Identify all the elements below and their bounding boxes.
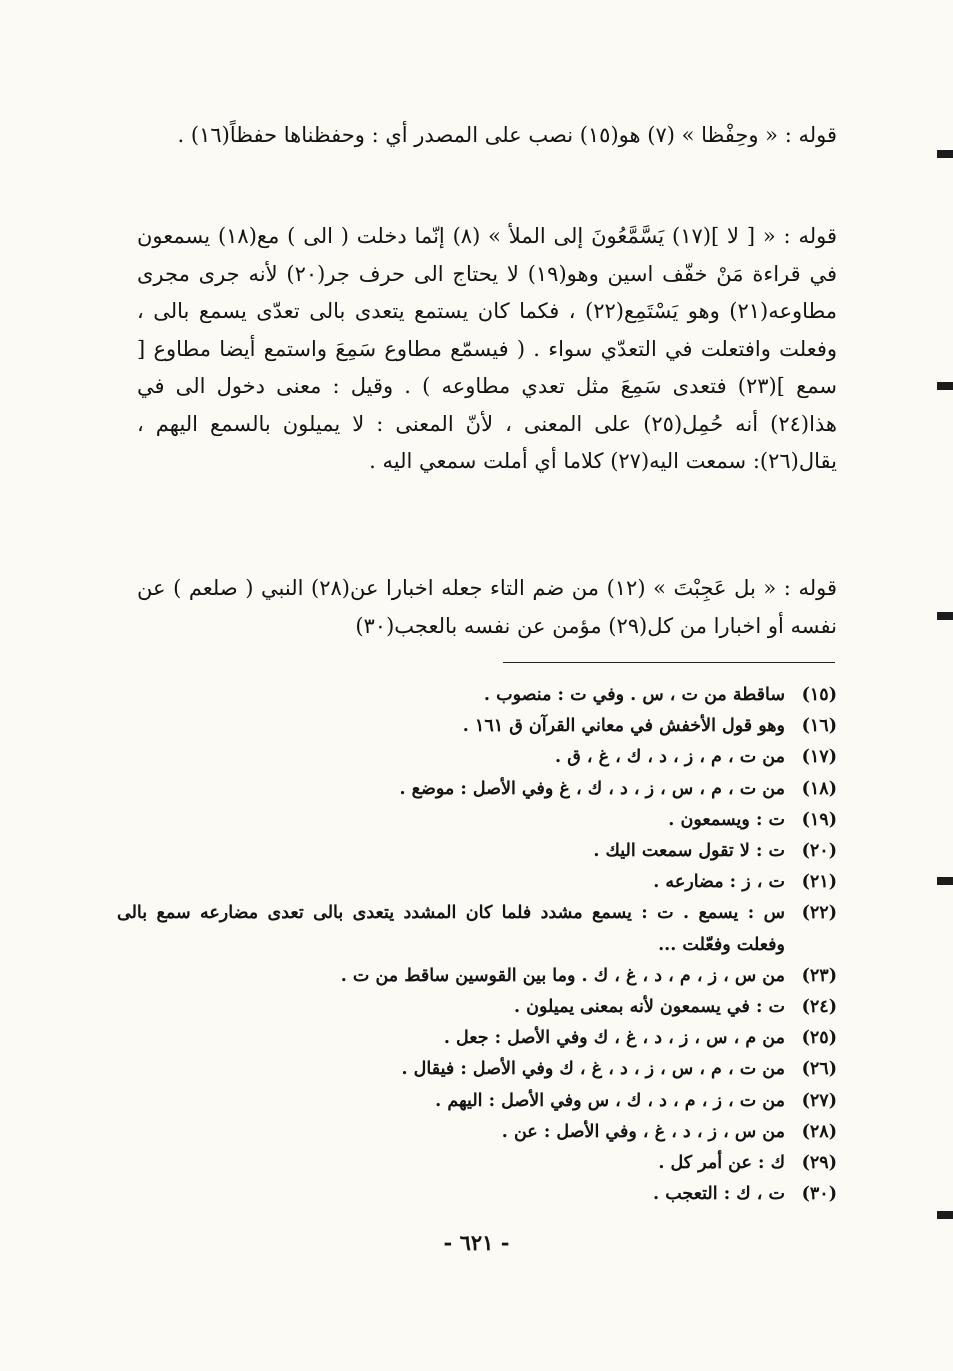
footnote-text: من س ، ز ، م ، د ، غ ، ك . وما بين القوسين ساقط من ت . (340, 965, 785, 986)
footnote (117, 836, 837, 867)
footnote-text: ت ، ك : التعجب . (653, 1184, 785, 1205)
footnote-text: ت : في يسمعون لأنه بمعنى يميلون . (513, 997, 785, 1018)
margin-mark (937, 877, 953, 885)
footnote-text: من م ، س ، ز ، د ، غ ، ك وفي الأصل : جعل . (443, 1028, 785, 1049)
footnote-text: ساقطة من ت ، س . وفي ت : منصوب . (483, 685, 785, 705)
footnote-text: ت ، ز : مضارعه . (653, 872, 785, 893)
footnote-text: ك : عن أمر كل . (658, 1153, 785, 1174)
footnote-number: (٣٠) (801, 1184, 837, 1205)
footnote-text: ت : لا تقول سمعت اليك . (593, 841, 785, 862)
footnote (117, 1023, 837, 1054)
body-paragraph-1 (137, 117, 837, 155)
footnote (117, 992, 837, 1023)
footnote (117, 1117, 837, 1148)
footnote-number: (١٥) (801, 685, 837, 705)
footnote-number: (٢٩) (801, 1153, 837, 1174)
footnote-number: (١٧) (801, 747, 837, 768)
footnote-number: (٢٨) (801, 1121, 837, 1142)
footnote-text: ت : ويسمعون . (668, 809, 785, 830)
footnote-text: من ت ، م ، س ، ز ، د ، غ ، ك وفي الأصل : فيقال . (401, 1059, 785, 1080)
page-number: - ٦٢١ - (443, 1230, 510, 1255)
footnote (117, 742, 837, 773)
footnote-number: (٢٠) (801, 841, 837, 862)
body-paragraph-3 (137, 570, 837, 645)
footnote (117, 774, 837, 805)
footnote (117, 1054, 837, 1085)
footnote (117, 1179, 837, 1210)
footnote (117, 711, 837, 742)
footnote-text: وهو قول الأخفش في معاني القرآن ق ١٦١ . (462, 716, 785, 737)
paragraph-text: قوله : « بل عَجِبْتَ » (١٢) من ضم التاء جعله اخبارا عن(٢٨) النبي ( صلعم ) عن نفسه أو اخبارا من كل(٢٩) مؤمن عن نفسه بالعجب(٣٠) (137, 576, 837, 638)
footnote-number: (٢٤) (801, 997, 837, 1018)
footnote-text: من س ، ز ، د ، غ ، وفي الأصل : عن . (501, 1121, 785, 1142)
footnote-number: (١٨) (801, 778, 837, 799)
footnote-separator (503, 662, 835, 663)
footnotes (117, 680, 837, 1210)
footnote-number: (١٩) (801, 809, 837, 830)
footnote-number: (١٦) (801, 716, 837, 737)
margin-mark (937, 150, 953, 158)
footnote-text: من ت ، م ، س ، ز ، د ، ك ، غ وفي الأصل : موضع . (399, 778, 785, 799)
footnote-text: س : يسمع . ت : يسمع مشدد فلما كان المشدد يتعدى بالى تعدى مضارعه سمع بالى وفعلت وفعّلت ... (117, 903, 785, 955)
footnote-number: (٢٦) (801, 1059, 837, 1080)
paragraph-text: قوله : « [ لا ](١٧) يَسَّمَّعُونَ إلى الملأ » (٨) إنّما دخلت ( الى ) مع(١٨) يسمعون في قراءة مَنْ خفّف اسين وهو(١٩) لا يحتاج الى حرف جر(٢٠) لأنه جرى مجرى مطاوعه(٢١) وهو يَسْتَمِع(٢٢) ، فكما كان يستمع يتعدى بالى تعدّى يسمع بالى ، وفعلت وافتعلت في التعدّي سواء . ( فيسمّع مطاوع سَمِعَ واستمع أيضا مطاوع [ سمع ](٢٣) فتعدى سَمِعَ مثل تعدي مطاوعه ) . وقيل : معنى دخول الى في هذا(٢٤) أنه حُمِل(٢٥) على المعنى ، لأنّ المعنى : لا يميلون بالسمع اليهم ، يقال(٢٦): سمعت اليه(٢٧) كلاما أي أملت سمعي اليه . (137, 224, 838, 473)
footnote-number: (٢٢) (801, 903, 837, 924)
margin-mark (937, 382, 953, 390)
paragraph-text: قوله : « وحِفْظا » (٧) هو(١٥) نصب على المصدر أي : وحفظناها حفظاً(١٦) . (177, 123, 837, 147)
body-paragraph-2 (137, 218, 837, 481)
footnote (117, 867, 837, 898)
margin-mark (937, 1211, 953, 1219)
footnote-number: (٢٧) (801, 1090, 837, 1111)
footnote (117, 961, 837, 992)
footnote (117, 680, 837, 711)
margin-mark (937, 612, 953, 620)
footnote (117, 898, 837, 960)
footnote-number: (٢٣) (801, 965, 837, 986)
footnote (117, 1148, 837, 1179)
footnote-text: من ت ، م ، ز ، د ، ك ، غ ، ق . (555, 747, 785, 768)
footnote-text: من ت ، ز ، م ، د ، ك ، س وفي الأصل : اليهم . (435, 1090, 785, 1111)
footnote-number: (٢٥) (801, 1028, 837, 1049)
footnote-number: (٢١) (801, 872, 837, 893)
footnote (117, 805, 837, 836)
footnote (117, 1086, 837, 1117)
